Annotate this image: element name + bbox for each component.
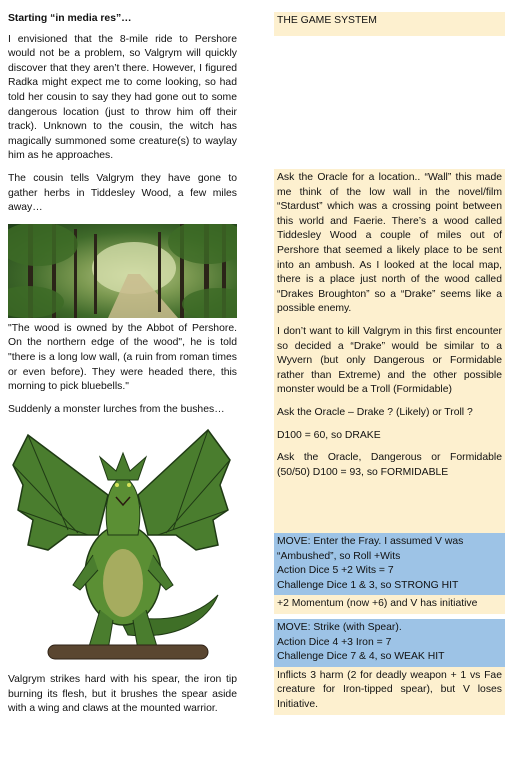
move1-line-4: Challenge Dice 1 & 3, so STRONG HIT xyxy=(277,579,459,591)
move2-line-1: MOVE: Strike (with Spear). xyxy=(277,621,402,633)
oracle-paragraph-1: Ask the Oracle for a location.. “Wall” this made me think of the low wall in the novel/film “Stardust” which was a crossing point between this world and Faerie. There’s a wood called Tiddesley Wood a couple of miles out of Pershore that seemed a likely place to be sent into an ambush. As I looked at the local map, there is a place just north of the wood called “Drakes Broughton” so a “Drake” seems like a possible enemy. xyxy=(277,172,502,315)
oracle-notes-block xyxy=(274,169,505,533)
oracle-paragraph-5: Ask the Oracle, Dangerous or Formidable (50/50) D100 = 93, so FORMIDABLE xyxy=(277,452,502,478)
story-paragraph-5: Valgrym strikes hard with his spear, the iron tip burning its flesh, but it brushes the spear aside with a wing and claws at the mounted warrior. xyxy=(8,674,237,715)
forest-path-photo xyxy=(8,224,237,318)
oracle-paragraph-4: D100 = 60, so DRAKE xyxy=(277,429,381,441)
story-paragraph-4: Suddenly a monster lurches from the bushes… xyxy=(8,403,225,415)
move1-result: +2 Momentum (now +6) and V has initiative xyxy=(277,598,478,610)
game-system-heading-block xyxy=(274,12,505,36)
story-paragraph-1: I envisioned that the 8-mile ride to Pershore would not be a problem, so Valgrym will quickly discover that they aren’t there. However, I figured Radka might expect me to come looking, so had told her cousin to say they had gone out to some dangerous location (just to throw him off their track). Unknown to the cousin, the witch has magically summoned some creature(s) to waylay him as he approaches. xyxy=(8,33,237,162)
move2-result-block xyxy=(274,667,505,715)
move1-line-3: Action Dice 5 +2 Wits = 7 xyxy=(277,565,394,577)
move-strike-block xyxy=(274,619,505,667)
game-system-heading: THE GAME SYSTEM xyxy=(277,15,377,26)
move-enter-the-fray-block xyxy=(274,533,505,595)
spacer xyxy=(274,36,505,169)
move2-line-2: Action Dice 4 +3 Iron = 7 xyxy=(277,636,392,648)
story-paragraph-3: "The wood is owned by the Abbot of Pershore. On the northern edge of the wood", he is told "there is a long low wall, (a ruin from roman times or even before). They were headed there, this morning to pick bluebells." xyxy=(8,322,237,393)
move1-result-block xyxy=(274,595,505,614)
left-column xyxy=(8,12,237,725)
move2-line-3: Challenge Dice 7 & 4, so WEAK HIT xyxy=(277,651,445,663)
oracle-paragraph-2: I don’t want to kill Valgrym in this first encounter so decided a “Drake” would be similar to a Wyvern (but only Dangerous or Formidable rather than Extreme) and the other possible monster would be a Troll (Formidable) xyxy=(277,325,502,396)
move1-line-2: “Ambushed”, so Roll +Wits xyxy=(277,550,401,562)
move2-result: Inflicts 3 harm (2 for deadly weapon + 1 vs Fae creature for Iron-tipped spear), but V loses Initiative. xyxy=(277,669,502,710)
move1-line-1: MOVE: Enter the Fray. I assumed V was xyxy=(277,536,464,547)
oracle-paragraph-3: Ask the Oracle – Drake ? (Likely) or Troll ? xyxy=(277,406,473,418)
story-heading: Starting “in media res”… xyxy=(8,13,132,24)
green-dragon-illustration xyxy=(8,425,237,665)
right-column xyxy=(274,12,505,715)
story-paragraph-2: The cousin tells Valgrym they have gone to gather herbs in Tiddesley Wood, a few miles away… xyxy=(8,172,237,214)
